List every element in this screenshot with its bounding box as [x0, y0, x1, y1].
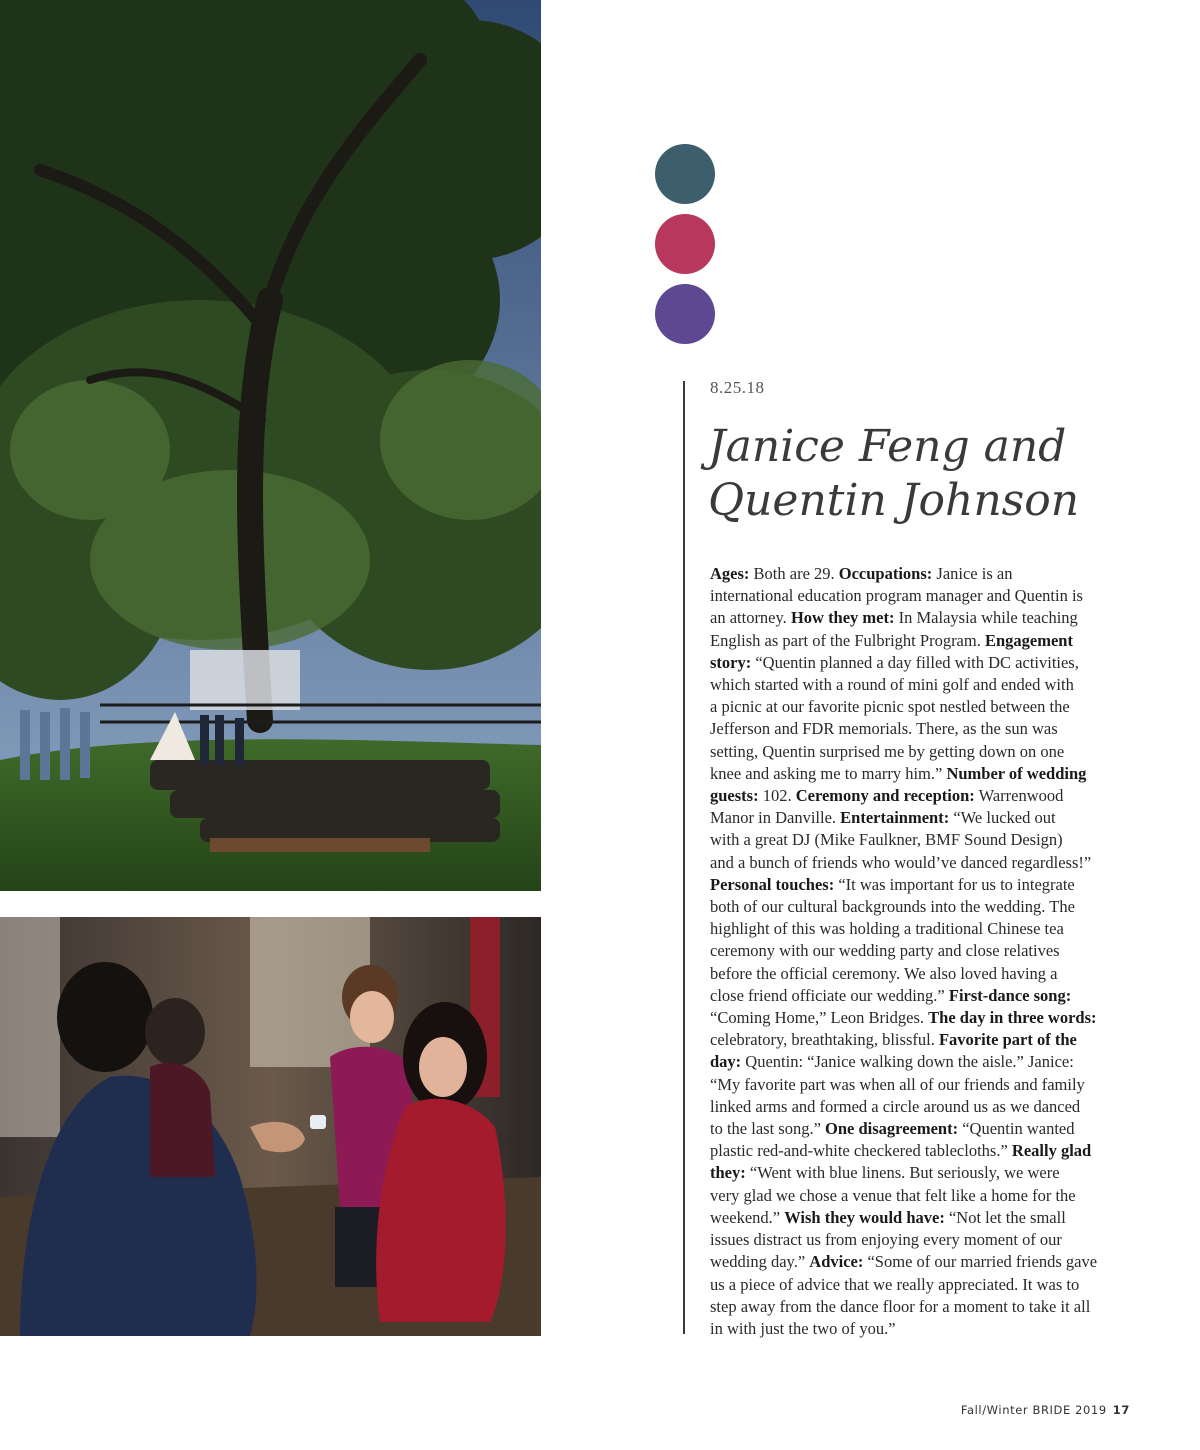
body-text: Both are 29.: [749, 564, 839, 583]
vertical-rule: [683, 381, 685, 1334]
body-line: [710, 918, 1130, 940]
body-text: wedding day.”: [710, 1252, 810, 1272]
publication-name: Fall/Winter BRIDE 2019: [960, 1403, 1107, 1417]
article-title: [708, 420, 1148, 528]
body-label: guests:: [710, 786, 759, 806]
body-line: [710, 874, 1130, 896]
body-line: [710, 630, 1130, 652]
ceremony-photo: [0, 0, 541, 891]
body-label: day:: [710, 1052, 742, 1072]
body-line: [710, 852, 1130, 874]
body-text: highlight of this was holding a traditional Chinese tea: [710, 919, 1064, 939]
body-label: Entertainment:: [840, 808, 950, 828]
body-text: in with just the two of you.”: [710, 1318, 896, 1338]
body-line: [710, 1318, 1130, 1340]
body-line: [710, 1051, 1130, 1073]
body-text: very glad we chose a venue that felt like a home for the: [710, 1185, 1076, 1205]
body-text: to the last song.”: [710, 1119, 826, 1139]
body-text: “We lucked out: [949, 808, 1056, 828]
body-text: close friend officiate our wedding.”: [710, 985, 949, 1005]
body-text: In Malaysia while teaching: [894, 608, 1078, 628]
body-text: us a piece of advice that we really appreciated. It was to: [710, 1274, 1080, 1294]
body-line: [710, 1185, 1130, 1207]
body-line: [710, 785, 1130, 807]
body-line: [710, 1096, 1130, 1118]
body-label: Engagement: [984, 630, 1073, 650]
body-text: both of our cultural backgrounds into the wedding. The: [710, 897, 1075, 917]
article-body: [710, 563, 1130, 1340]
body-line: [710, 1074, 1130, 1096]
title-line: Janice Feng and: [708, 421, 1067, 472]
color-swatch-violet: [655, 284, 715, 344]
body-text: weekend.”: [710, 1207, 785, 1227]
body-text: ceremony with our wedding party and close relatives: [710, 941, 1060, 961]
body-label: Occupations:: [838, 564, 933, 583]
body-line: [710, 1140, 1130, 1162]
body-text: Quentin: “Janice walking down the aisle.” Janice:: [741, 1052, 1074, 1072]
body-text: celebratory, breathtaking, blissful.: [710, 1030, 939, 1050]
body-text: “It was important for us to integrate: [834, 874, 1075, 894]
body-text: which started with a round of mini golf and ended with: [710, 675, 1074, 695]
body-text: a picnic at our favorite picnic spot nestled between the: [710, 697, 1070, 717]
body-text: English as part of the Fulbright Program.: [710, 630, 985, 650]
body-line: [710, 1007, 1130, 1029]
title-line: Quentin Johnson: [708, 475, 1080, 526]
body-label: Advice:: [809, 1252, 864, 1272]
body-label: Wish they would have:: [784, 1207, 945, 1227]
body-line: [710, 896, 1130, 918]
body-line: [710, 1274, 1130, 1296]
body-label: How they met:: [790, 608, 895, 628]
body-line: [710, 763, 1130, 785]
body-text: knee and asking me to marry him.”: [710, 763, 947, 783]
body-line: [710, 985, 1130, 1007]
body-text: Janice is an: [932, 564, 1013, 583]
body-text: “Quentin wanted: [958, 1119, 1075, 1139]
body-line: [710, 607, 1130, 629]
body-text: “Some of our married friends gave: [863, 1252, 1098, 1272]
body-label: The day in three words:: [928, 1008, 1097, 1028]
wedding-date: 8.25.18: [710, 378, 765, 397]
body-line: [710, 1251, 1130, 1273]
body-line: [710, 829, 1130, 851]
body-label: First-dance song:: [948, 985, 1072, 1005]
body-label: One disagreement:: [825, 1119, 959, 1139]
body-line: [710, 940, 1130, 962]
body-line: [710, 1229, 1130, 1251]
body-text: “Not let the small: [944, 1207, 1066, 1227]
body-text: issues distract us from enjoying every moment of our: [710, 1230, 1062, 1250]
body-text: “Quentin planned a day filled with DC activities,: [751, 652, 1079, 672]
body-line: [710, 652, 1130, 674]
body-text: an attorney.: [710, 608, 791, 628]
body-line: [710, 1296, 1130, 1318]
body-label: Personal touches:: [710, 874, 835, 894]
page-number: 17: [1112, 1403, 1130, 1417]
body-text: “Coming Home,” Leon Bridges.: [710, 1008, 929, 1028]
body-line: [710, 1207, 1130, 1229]
body-line: [710, 696, 1130, 718]
body-line: [710, 674, 1130, 696]
body-text: “Went with blue linens. But seriously, we were: [745, 1163, 1060, 1183]
body-text: Warrenwood: [974, 786, 1064, 806]
body-text: linked arms and formed a circle around us as we danced: [710, 1096, 1081, 1116]
body-text: plastic red-and-white checkered tablecloths.”: [710, 1141, 1012, 1161]
body-text: “My favorite part was when all of our friends and family: [710, 1074, 1085, 1094]
body-label: Really glad: [1011, 1141, 1092, 1161]
body-line: [710, 1029, 1130, 1051]
page-footer: [961, 1403, 1130, 1417]
body-label: Favorite part of the: [938, 1030, 1077, 1050]
body-label: they:: [710, 1163, 746, 1183]
color-swatch-rose: [655, 214, 715, 274]
body-text: Jefferson and FDR memorials. There, as the sun was: [710, 719, 1058, 739]
body-line: [710, 741, 1130, 763]
body-text: before the official ceremony. We also loved having a: [710, 963, 1058, 983]
body-text: with a great DJ (Mike Faulkner, BMF Sound Design): [710, 830, 1063, 850]
body-label: Number of wedding: [946, 763, 1087, 783]
body-line: [710, 1162, 1130, 1184]
body-text: 102.: [758, 786, 796, 806]
body-line: [710, 718, 1130, 740]
body-line: [710, 963, 1130, 985]
body-label: Ages:: [710, 564, 750, 583]
body-text: setting, Quentin surprised me by getting down on one: [710, 741, 1065, 761]
body-label: Ceremony and reception:: [795, 786, 975, 806]
body-line: [710, 807, 1130, 829]
body-line: [710, 563, 1130, 585]
color-swatch-slate: [655, 144, 715, 204]
body-line: [710, 585, 1130, 607]
body-line: [710, 1118, 1130, 1140]
body-text: international education program manager and Quentin is: [710, 586, 1083, 606]
body-text: and a bunch of friends who would’ve danced regardless!”: [710, 852, 1092, 872]
body-text: step away from the dance floor for a moment to take it all: [710, 1296, 1091, 1316]
tea-ceremony-photo: [0, 917, 541, 1336]
body-text: Manor in Danville.: [710, 808, 841, 828]
body-label: story:: [710, 652, 752, 672]
